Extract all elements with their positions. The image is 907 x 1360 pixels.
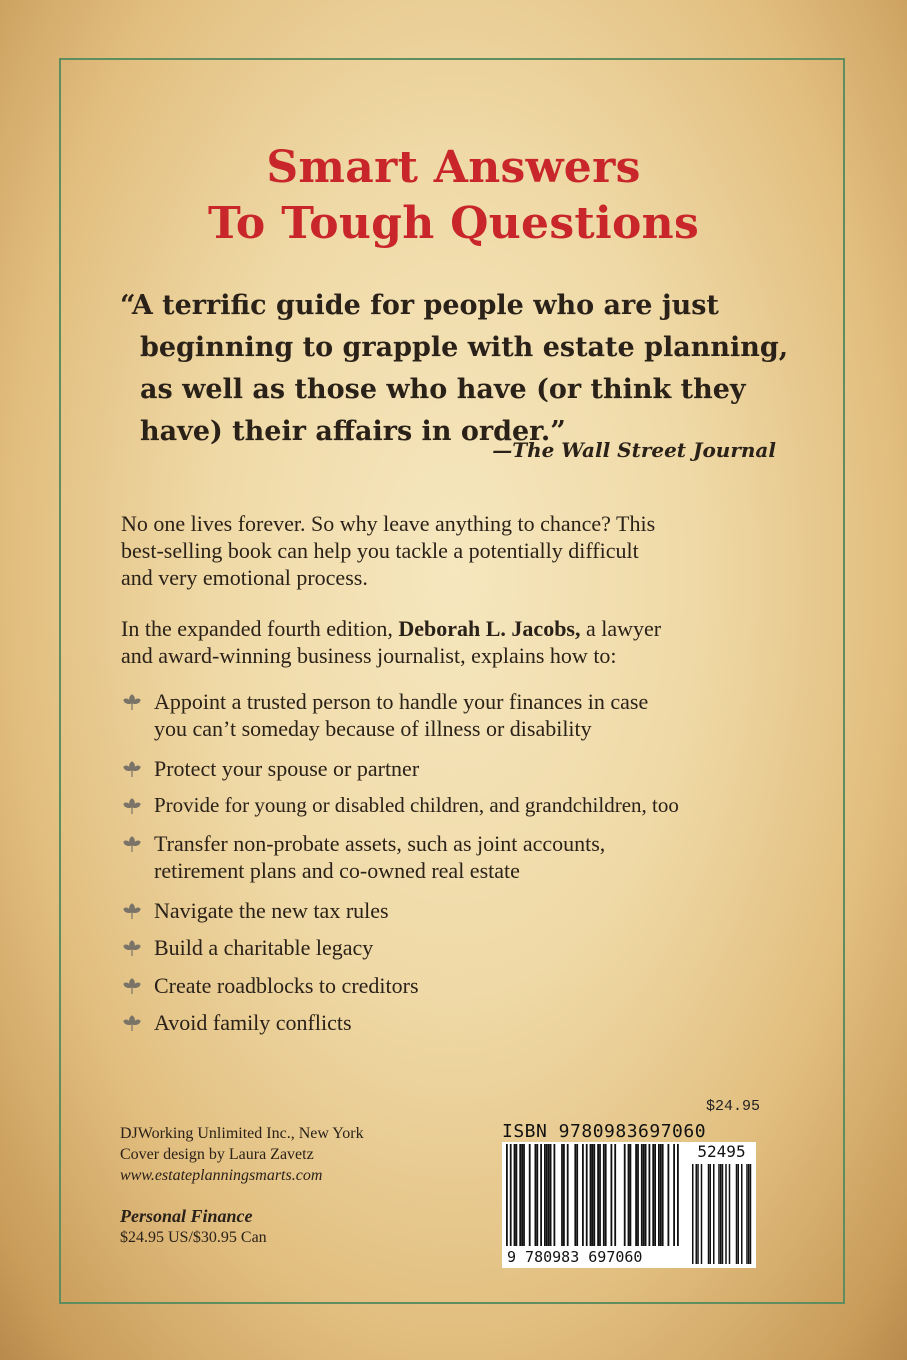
barcode-bar <box>649 1144 651 1246</box>
ean-digits: 9 780983 697060 <box>507 1248 643 1266</box>
cover-designer: Cover design by Laura Zavetz <box>120 1146 314 1163</box>
barcode-bar <box>643 1144 645 1246</box>
barcode-bar <box>614 1144 616 1246</box>
barcode-bar <box>535 1144 537 1246</box>
isbn-label: ISBN 9780983697060 <box>502 1121 707 1142</box>
quote-line-4: have) their affairs in order.” <box>140 416 566 447</box>
leaf-ornament-icon <box>121 759 143 779</box>
intro-line-3: and very emotional process. <box>121 565 368 590</box>
barcode-price: $24.95 <box>705 1098 760 1115</box>
intro-line-1: No one lives forever. So why leave anything to chance? This <box>121 511 656 536</box>
list-item-line-1: Build a charitable legacy <box>154 935 374 960</box>
list-item-line-1: Protect your spouse or partner <box>154 756 420 781</box>
quote-line-3: as well as those who have (or think they <box>140 374 746 405</box>
barcode-bar <box>582 1144 584 1246</box>
category-name: Personal Finance <box>120 1206 253 1226</box>
barcode-bar <box>593 1144 595 1246</box>
barcode-bar <box>567 1144 569 1246</box>
barcode-bar <box>652 1144 654 1246</box>
barcode-bar <box>697 1164 699 1264</box>
barcode-bar <box>563 1144 565 1246</box>
list-item-line-1: Appoint a trusted person to handle your finances in case <box>154 689 649 714</box>
barcode-bar <box>720 1164 722 1264</box>
barcode-bar <box>514 1144 516 1246</box>
leaf-ornament-icon <box>121 901 143 921</box>
intro-line-2: best-selling book can help you tackle a potentially difficult <box>121 538 639 563</box>
barcode-bar <box>635 1144 637 1246</box>
author-name: Deborah L. Jacobs, <box>398 616 581 641</box>
barcode-bar <box>746 1164 748 1264</box>
leaf-ornament-icon <box>121 976 143 996</box>
barcode-bar <box>574 1144 576 1246</box>
barcode-bar <box>603 1144 605 1246</box>
barcode-bar <box>736 1164 738 1264</box>
barcode-bar <box>677 1144 679 1246</box>
list-item-line-1: Provide for young or disabled children, and grandchildren, too <box>154 793 679 817</box>
barcode-bar <box>713 1164 715 1264</box>
supplement-number: 52495 <box>697 1142 746 1161</box>
list-price: $24.95 US/$30.95 Can <box>120 1229 267 1246</box>
barcode-bar <box>630 1144 632 1246</box>
list-item-line-1: Transfer non-probate assets, such as joint accounts, <box>154 831 606 856</box>
edition-suffix: a lawyer <box>580 616 662 641</box>
barcode-bar <box>590 1144 592 1246</box>
barcode-bar <box>701 1164 703 1264</box>
barcode-bar <box>592 1144 594 1246</box>
quote-line-1: “A terrific guide for people who are just <box>120 290 719 321</box>
barcode-bar <box>611 1144 613 1246</box>
barcode-bar <box>750 1164 752 1264</box>
barcode-bar <box>748 1164 750 1264</box>
leaf-ornament-icon <box>121 1013 143 1033</box>
barcode-bar <box>741 1164 743 1264</box>
barcode-bar <box>645 1144 647 1246</box>
barcode-bar <box>718 1164 720 1264</box>
leaf-ornament-icon <box>121 834 143 854</box>
leaf-ornament-icon <box>121 938 143 958</box>
barcode-bar <box>662 1144 664 1246</box>
barcode-bar <box>506 1144 508 1246</box>
quote-attribution: —The Wall Street Journal <box>492 438 776 462</box>
barcode-bar <box>673 1144 675 1246</box>
barcode-bar <box>710 1164 712 1264</box>
review-quote <box>120 285 789 453</box>
barcode-bar <box>536 1144 538 1246</box>
publisher-info <box>120 1123 364 1186</box>
barcode-bar <box>586 1144 588 1246</box>
isbn-barcode <box>474 1096 764 1272</box>
barcode-bar <box>521 1144 523 1246</box>
barcode-bar <box>696 1164 698 1264</box>
barcode-bar <box>658 1144 660 1246</box>
barcode-bar <box>654 1144 656 1246</box>
barcode-bar <box>523 1144 525 1246</box>
barcode-bar <box>599 1144 601 1246</box>
barcode-bar <box>729 1164 731 1264</box>
barcode-bar <box>692 1164 694 1264</box>
edition-prefix: In the expanded fourth edition, <box>121 616 399 641</box>
intro-paragraph <box>121 510 801 591</box>
barcode-bar <box>668 1144 670 1246</box>
leaf-ornament-icon <box>121 692 143 712</box>
headline-line-2: To Tough Questions <box>207 198 700 249</box>
barcode-bar <box>637 1144 639 1246</box>
edition-line-1 <box>121 615 801 642</box>
barcode-bar <box>660 1144 662 1246</box>
barcode-bar <box>510 1144 512 1246</box>
list-item-line-1: Avoid family conflicts <box>154 1010 352 1035</box>
quote-line-2: beginning to grapple with estate planning, <box>140 332 789 363</box>
barcode-bar <box>628 1144 630 1246</box>
barcode-bar <box>550 1144 552 1246</box>
barcode-bar <box>516 1144 518 1246</box>
barcode-bar <box>738 1164 740 1264</box>
leaf-ornament-icon <box>121 796 143 816</box>
barcode-bar <box>605 1144 607 1246</box>
category-info <box>120 1206 267 1248</box>
website-url: www.estateplanningsmarts.com <box>120 1167 323 1184</box>
barcode-bar <box>624 1144 626 1246</box>
headline <box>0 140 907 252</box>
list-item-line-2: you can’t someday because of illness or disability <box>154 716 592 741</box>
list-item-line-1: Create roadblocks to creditors <box>154 973 419 998</box>
barcode-bar <box>544 1144 546 1246</box>
list-item-line-2: retirement plans and co-owned real estate <box>154 858 520 883</box>
edition-paragraph <box>121 615 801 669</box>
barcode-bar <box>576 1144 578 1246</box>
barcode-bar <box>561 1144 563 1246</box>
barcode-bar <box>529 1144 531 1246</box>
publisher-name: DJWorking Unlimited Inc., New York <box>120 1125 364 1142</box>
barcode-bar <box>548 1144 550 1246</box>
barcode-bar <box>540 1144 542 1246</box>
barcode-bar <box>708 1164 710 1264</box>
headline-line-1: Smart Answers <box>266 142 641 193</box>
barcode-bar <box>722 1164 724 1264</box>
barcode-area <box>502 1142 756 1268</box>
list-item-line-1: Navigate the new tax rules <box>154 898 389 923</box>
barcode-bar <box>554 1144 556 1246</box>
barcode-bar <box>725 1164 727 1264</box>
edition-line-2: and award-winning business journalist, explains how to: <box>121 643 617 668</box>
barcode-bar <box>546 1144 548 1246</box>
barcode-bar <box>519 1144 521 1246</box>
barcode-bar <box>597 1144 599 1246</box>
barcode-bar <box>641 1144 643 1246</box>
